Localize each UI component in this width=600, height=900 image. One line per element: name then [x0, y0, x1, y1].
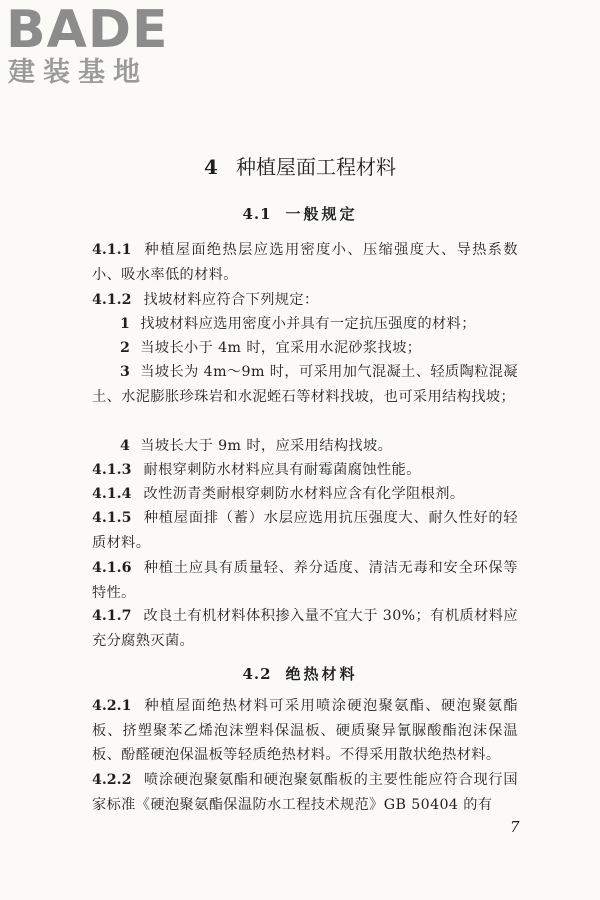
- section-title: [0, 664, 600, 684]
- section-title-text: 一般规定: [285, 205, 358, 223]
- item-number: 3: [120, 364, 131, 380]
- chapter-title-text: 种植屋面工程材料: [235, 155, 396, 179]
- clause-number: 4.1.6: [92, 560, 132, 576]
- clause-text: 喷涂硬泡聚氨酯和硬泡聚氨酯板的主要性能应符合现行国家标准《硬泡聚氨酯保温防水工程技术规范》GB 50404 的有: [92, 772, 518, 813]
- clause-text: 种植屋面绝热材料可采用喷涂硬泡聚氨酯、硬泡聚氨酯板、挤塑聚苯乙烯泡沫塑料保温板、硬质聚异氰脲酸酯泡沫保温板、酚醛硬泡保温板等轻质绝热材料。不得采用散状绝热材料。: [92, 698, 518, 764]
- clause-text: 种植屋面绝热层应选用密度小、压缩强度大、导热系数小、吸水率低的材料。: [92, 242, 518, 283]
- clause-text: 找坡材料应符合下列规定：: [143, 292, 319, 308]
- section-number: 4.2: [242, 665, 272, 683]
- clause-number: 4.1.2: [92, 292, 132, 308]
- page-number: 7: [510, 818, 520, 836]
- item-number: 1: [120, 316, 131, 332]
- clause: [92, 506, 518, 555]
- section-number: 4.1: [242, 205, 272, 223]
- item-text: 当坡长为 4m～9m 时，可采用加气混凝土、轻质陶粒混凝土、水泥膨胀珍珠岩和水泥蛭石等材料找坡，也可采用结构找坡；: [92, 364, 518, 405]
- clause-text: 改良土有机材料体积掺入量不宜大于 30%；有机质材料应充分腐熟灭菌。: [92, 608, 518, 649]
- clause: [92, 768, 518, 817]
- section-title-text: 绝热材料: [285, 665, 358, 683]
- list-item: [92, 434, 518, 459]
- clause-number: 4.1.4: [92, 486, 132, 502]
- clause-number: 4.2.1: [92, 698, 132, 714]
- clause-number: 4.1.7: [92, 608, 132, 624]
- chapter-title: [0, 154, 600, 180]
- list-item: [92, 312, 518, 337]
- clause-text: 种植屋面排（蓄）水层应选用抗压强度大、耐久性好的轻质材料。: [92, 510, 518, 551]
- watermark-logo: [6, 2, 176, 90]
- clause-text: 改性沥青类耐根穿刺防水材料应含有化学阻根剂。: [143, 486, 465, 502]
- clause-number: 4.1.5: [92, 510, 132, 526]
- list-item: [92, 336, 518, 361]
- clause: [92, 482, 518, 507]
- chapter-number: 4: [204, 155, 218, 179]
- item-number: 4: [120, 438, 131, 454]
- watermark-brand: BADE: [6, 0, 169, 60]
- clause: [92, 288, 518, 313]
- clause-number: 4.1.3: [92, 462, 132, 478]
- item-number: 2: [120, 340, 131, 356]
- clause-number: 4.2.2: [92, 772, 132, 788]
- clause: [92, 694, 518, 768]
- clause: [92, 604, 518, 653]
- clause-number: 4.1.1: [92, 242, 132, 258]
- clause: [92, 556, 518, 605]
- clause-text: 种植土应具有质量轻、养分适度、清洁无毒和安全环保等特性。: [92, 560, 518, 601]
- watermark-subtitle: 建装基地: [8, 57, 148, 88]
- clause-text: 耐根穿刺防水材料应具有耐霉菌腐蚀性能。: [143, 462, 421, 478]
- section-title: [0, 204, 600, 224]
- clause: [92, 238, 518, 287]
- item-text: 找坡材料应选用密度小并具有一定抗压强度的材料；: [140, 316, 476, 332]
- clause: [92, 458, 518, 483]
- item-text: 当坡长小于 4m 时，宜采用水泥砂浆找坡；: [140, 340, 422, 356]
- list-item: [92, 360, 518, 409]
- item-text: 当坡长大于 9m 时，应采用结构找坡。: [140, 438, 393, 454]
